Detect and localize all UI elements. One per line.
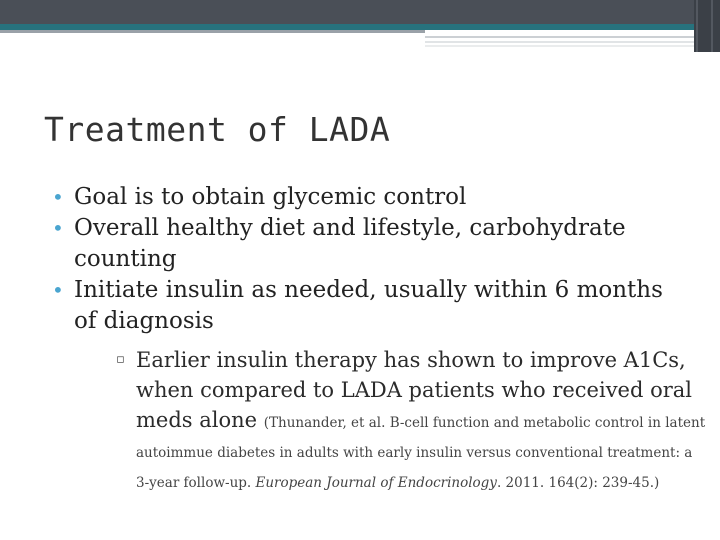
bullet-dot-icon: • xyxy=(52,185,64,209)
teal-stripe xyxy=(0,24,720,30)
sub-bullet-item xyxy=(116,345,706,495)
top-dark-bar xyxy=(0,0,720,24)
citation-prefix: (Thunander, et al. B-cell function and metabolic control in latent autoimmue diabetes in adults with early insulin versus conventional treatment: a 3-year follow-up. xyxy=(136,415,706,491)
bullet-list xyxy=(52,182,706,495)
square-bullet-icon: ▫ xyxy=(116,352,125,367)
slide-title: Treatment of LADA xyxy=(44,110,391,149)
grey-stripe-left xyxy=(0,30,425,33)
bullet-item xyxy=(52,275,706,495)
bullet-item xyxy=(52,182,692,213)
bullet-dot-icon: • xyxy=(52,278,64,302)
bullet-dot-icon: • xyxy=(52,216,64,240)
bullet-text: Initiate insulin as needed, usually within 6 months of diagnosis xyxy=(74,277,663,334)
header-decoration xyxy=(0,0,720,60)
citation-suffix: . 2011. 164(2): 239-45.) xyxy=(496,475,660,491)
bullet-item xyxy=(52,213,692,275)
bullet-text: Goal is to obtain glycemic control xyxy=(74,184,467,210)
sub-bullet-text: Earlier insulin therapy has shown to improve A1Cs, when compared to LADA patients who received oral meds alone xyxy=(136,348,693,432)
citation-journal: European Journal of Endocrinology xyxy=(255,475,497,491)
sub-bullet-list xyxy=(116,345,706,495)
corner-block xyxy=(694,0,720,52)
bullet-text: Overall healthy diet and lifestyle, carbohydrate counting xyxy=(74,215,626,272)
